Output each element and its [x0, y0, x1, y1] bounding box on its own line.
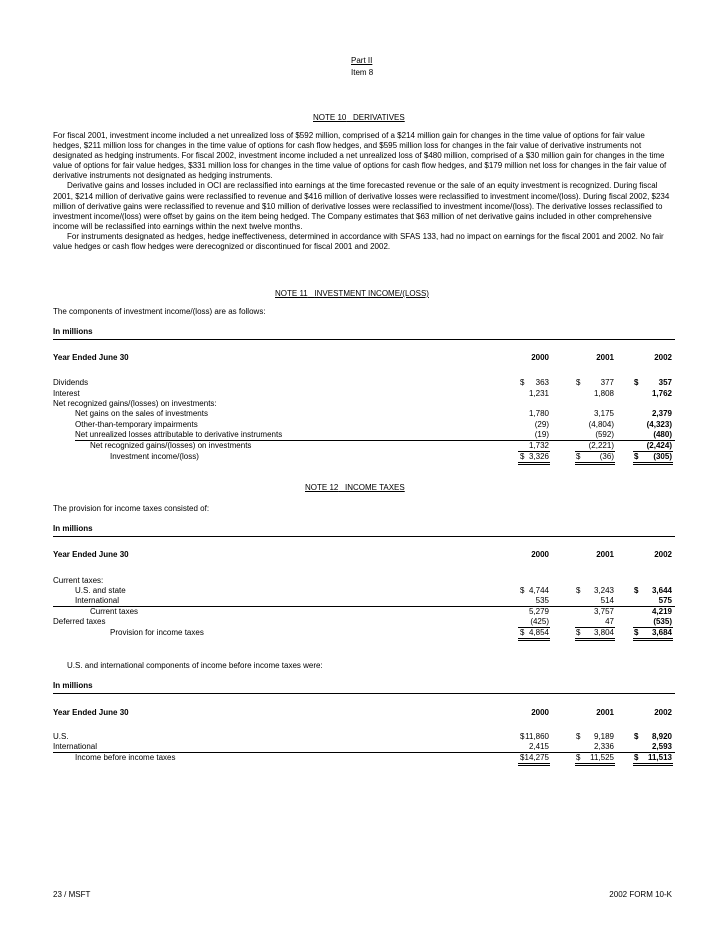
table-row: Provision for income taxes $ 4,854 $ 3,804 $ 3,684 [110, 628, 672, 637]
double-rule [575, 462, 615, 465]
note12-header-row-2: Year Ended June 30 2000 2001 2002 [53, 708, 672, 717]
double-rule [575, 763, 615, 766]
year-2002: 2002 [654, 353, 672, 362]
table-row: International 535 514 575 [75, 596, 672, 605]
double-rule [633, 462, 673, 465]
note10-paragraph-2: Derivative gains and losses included in OCI are reclassified into earnings at the time forecasted revenue or the sale of an equity investment is recognized. During fiscal 2001, $214 million of derivative gains were reclassified to revenue and $416 million of derivative losses were reclassified to investment income/(loss). During fiscal 2002, $234 million of derivative gains were reclassified to revenue and $10 million of derivative losses were reclassified to investment income/(loss). The derivative losses reclassified to investment income/(loss) were offset by gains on the item being hedged. The Company estimates that $63 million of net derivative gains included in other comprehensive income will be reclassified into earnings within the next twelve months. [53, 181, 670, 231]
table-row: Current taxes: [53, 576, 104, 585]
table-row: Net unrealized losses attributable to derivative instruments (19) (592) (480) [75, 430, 672, 439]
table-row: Net recognized gains/(losses) on investments 1,732 (2,221) (2,424) [90, 441, 672, 450]
table-row: Net gains on the sales of investments 1,780 3,175 2,379 [75, 409, 672, 418]
note10-title: NOTE 10 DERIVATIVES [313, 113, 405, 122]
note10-paragraph-1: For fiscal 2001, investment income included a net unrealized loss of $592 million, comprised of a $214 million gain for changes in the time value of options for fair value hedges, $211 million loss for changes in the time value of options for cash flow hedges, and $595 million loss for changes in the fair value of derivative instruments not designated as hedging instruments. For fiscal 2002, investment income included a net unrealized loss of $480 million, comprised of a $30 million gain for changes in the time value of options for fair value hedges, $331 million loss for changes in the time value of options for cash flow hedges, and $179 million net loss for changes in the fair value of derivative instruments not designated as hedging instruments. [53, 131, 667, 181]
footer-form: 2002 FORM 10-K [609, 890, 672, 899]
note10-paragraph-3: For instruments designated as hedges, hedge ineffectiveness, determined in accordance with SFAS 133, had no impact on earnings for the fiscal 2001 and 2002. No fair value hedges or cash flow hedges were derecognized or discontinued for fiscal 2001 and 2002. [53, 231, 664, 252]
footer-page: 23 / MSFT [53, 890, 91, 899]
table-row: U.S. $ 11,860 $ 9,189 $ 8,920 [53, 732, 672, 741]
double-rule [575, 638, 615, 641]
note10-body [53, 131, 675, 252]
note12-top-rule-2 [53, 693, 675, 694]
table-row: Interest 1,231 1,808 1,762 [53, 389, 672, 398]
table-row: Dividends $ 363 $ 377 $ 357 [53, 378, 672, 387]
note12-title: NOTE 12 INCOME TAXES [305, 483, 405, 492]
note11-header-row [0, 352, 728, 363]
item-label: Item 8 [351, 68, 374, 77]
table-row: Income before income taxes $ 14,275 $ 11,525 $ 11,513 [75, 753, 672, 762]
table-row: Deferred taxes (425) 47 (535) [53, 617, 672, 626]
note12-header-row: Year Ended June 30 2000 2001 2002 [53, 550, 672, 559]
double-rule [518, 638, 550, 641]
double-rule [518, 462, 550, 465]
part-label: Part II [351, 56, 373, 65]
table-row: Current taxes 5,279 3,757 4,219 [90, 607, 672, 616]
table-row: U.S. and state $ 4,744 $ 3,243 $ 3,644 [75, 586, 672, 595]
year-2001: 2001 [596, 353, 614, 362]
table-row: Net recognized gains/(losses) on investments: [53, 399, 217, 408]
double-rule [633, 763, 673, 766]
year-2000: 2000 [531, 353, 549, 362]
note11-units: In millions [53, 327, 93, 336]
note11-title: NOTE 11 INVESTMENT INCOME/(LOSS) [275, 289, 429, 298]
note12-top-rule [53, 536, 675, 537]
table-row: Investment income/(loss) $ 3,326 $ (36) $ (305) [110, 452, 672, 461]
double-rule [633, 638, 673, 641]
table-row: Other-than-temporary impairments (29) (4,804) (4,323) [75, 420, 672, 429]
note12-intro: The provision for income taxes consisted of: [53, 504, 210, 513]
note12-units-2: In millions [53, 681, 93, 690]
note11-intro: The components of investment income/(loss) are as follows: [53, 307, 266, 316]
note12-units: In millions [53, 524, 93, 533]
note11-top-rule [53, 339, 675, 340]
double-rule [518, 763, 550, 766]
note12-intro-2: U.S. and international components of income before income taxes were: [67, 661, 323, 670]
year-label: Year Ended June 30 [53, 353, 129, 362]
table-row: International 2,415 2,336 2,593 [53, 742, 672, 751]
